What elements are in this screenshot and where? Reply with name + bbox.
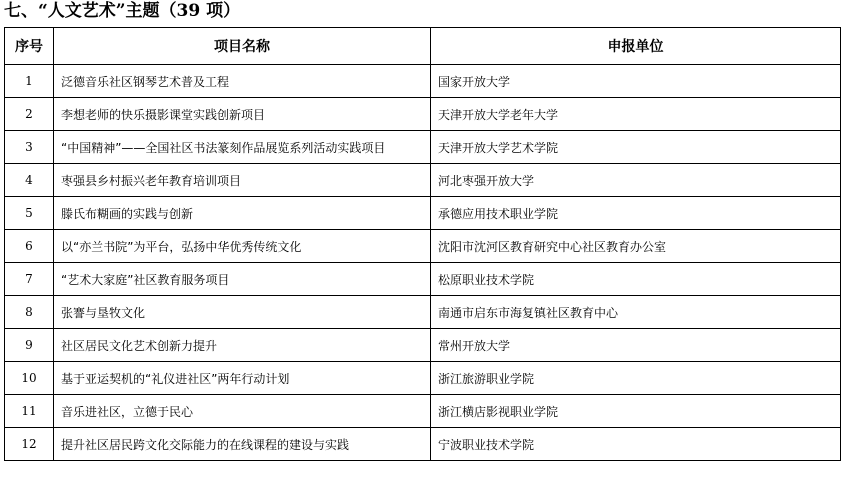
row-seq: 1 [5, 65, 54, 98]
table-row [5, 362, 841, 395]
row-project-name: 枣强县乡村振兴老年教育培训项目 [54, 164, 431, 197]
row-applicant-unit: 浙江横店影视职业学院 [431, 395, 841, 428]
row-seq: 12 [5, 428, 54, 461]
table-row [5, 131, 841, 164]
table-row [5, 65, 841, 98]
row-applicant-unit: 河北枣强开放大学 [431, 164, 841, 197]
row-project-name: 滕氏布糊画的实践与创新 [54, 197, 431, 230]
row-seq: 4 [5, 164, 54, 197]
row-project-name: 张謇与垦牧文化 [54, 296, 431, 329]
row-seq: 7 [5, 263, 54, 296]
row-seq: 6 [5, 230, 54, 263]
table-row [5, 164, 841, 197]
header-seq: 序号 [5, 28, 54, 65]
section-heading: 七、“人文艺术”主题（39 项） [4, 1, 241, 21]
row-seq: 5 [5, 197, 54, 230]
row-project-name: “中国精神”——全国社区书法篆刻作品展览系列活动实践项目 [54, 131, 431, 164]
table-row [5, 395, 841, 428]
row-applicant-unit: 宁波职业技术学院 [431, 428, 841, 461]
header-applicant-unit: 申报单位 [431, 28, 841, 65]
row-applicant-unit: 松原职业技术学院 [431, 263, 841, 296]
row-project-name: 泛德音乐社区钢琴艺术普及工程 [54, 65, 431, 98]
row-project-name: 音乐进社区，立德于民心 [54, 395, 431, 428]
row-applicant-unit: 南通市启东市海复镇社区教育中心 [431, 296, 841, 329]
row-applicant-unit: 天津开放大学老年大学 [431, 98, 841, 131]
row-applicant-unit: 天津开放大学艺术学院 [431, 131, 841, 164]
row-project-name: 提升社区居民跨文化交际能力的在线课程的建设与实践 [54, 428, 431, 461]
table-row [5, 197, 841, 230]
row-seq: 2 [5, 98, 54, 131]
row-project-name: 李想老师的快乐摄影课堂实践创新项目 [54, 98, 431, 131]
table-header-row [5, 28, 841, 65]
project-table [4, 27, 841, 461]
row-applicant-unit: 承德应用技术职业学院 [431, 197, 841, 230]
row-project-name: 以“亦兰书院”为平台，弘扬中华优秀传统文化 [54, 230, 431, 263]
table-row [5, 329, 841, 362]
table-row [5, 263, 841, 296]
row-project-name: 基于亚运契机的“礼仪进社区”两年行动计划 [54, 362, 431, 395]
table-row [5, 230, 841, 263]
row-applicant-unit: 沈阳市沈河区教育研究中心社区教育办公室 [431, 230, 841, 263]
row-seq: 9 [5, 329, 54, 362]
header-project-name: 项目名称 [54, 28, 431, 65]
row-seq: 3 [5, 131, 54, 164]
row-project-name: 社区居民文化艺术创新力提升 [54, 329, 431, 362]
row-seq: 11 [5, 395, 54, 428]
row-applicant-unit: 浙江旅游职业学院 [431, 362, 841, 395]
table-row [5, 428, 841, 461]
row-applicant-unit: 国家开放大学 [431, 65, 841, 98]
row-seq: 10 [5, 362, 54, 395]
row-seq: 8 [5, 296, 54, 329]
row-applicant-unit: 常州开放大学 [431, 329, 841, 362]
row-project-name: “艺术大家庭”社区教育服务项目 [54, 263, 431, 296]
table-row [5, 296, 841, 329]
table-row [5, 98, 841, 131]
